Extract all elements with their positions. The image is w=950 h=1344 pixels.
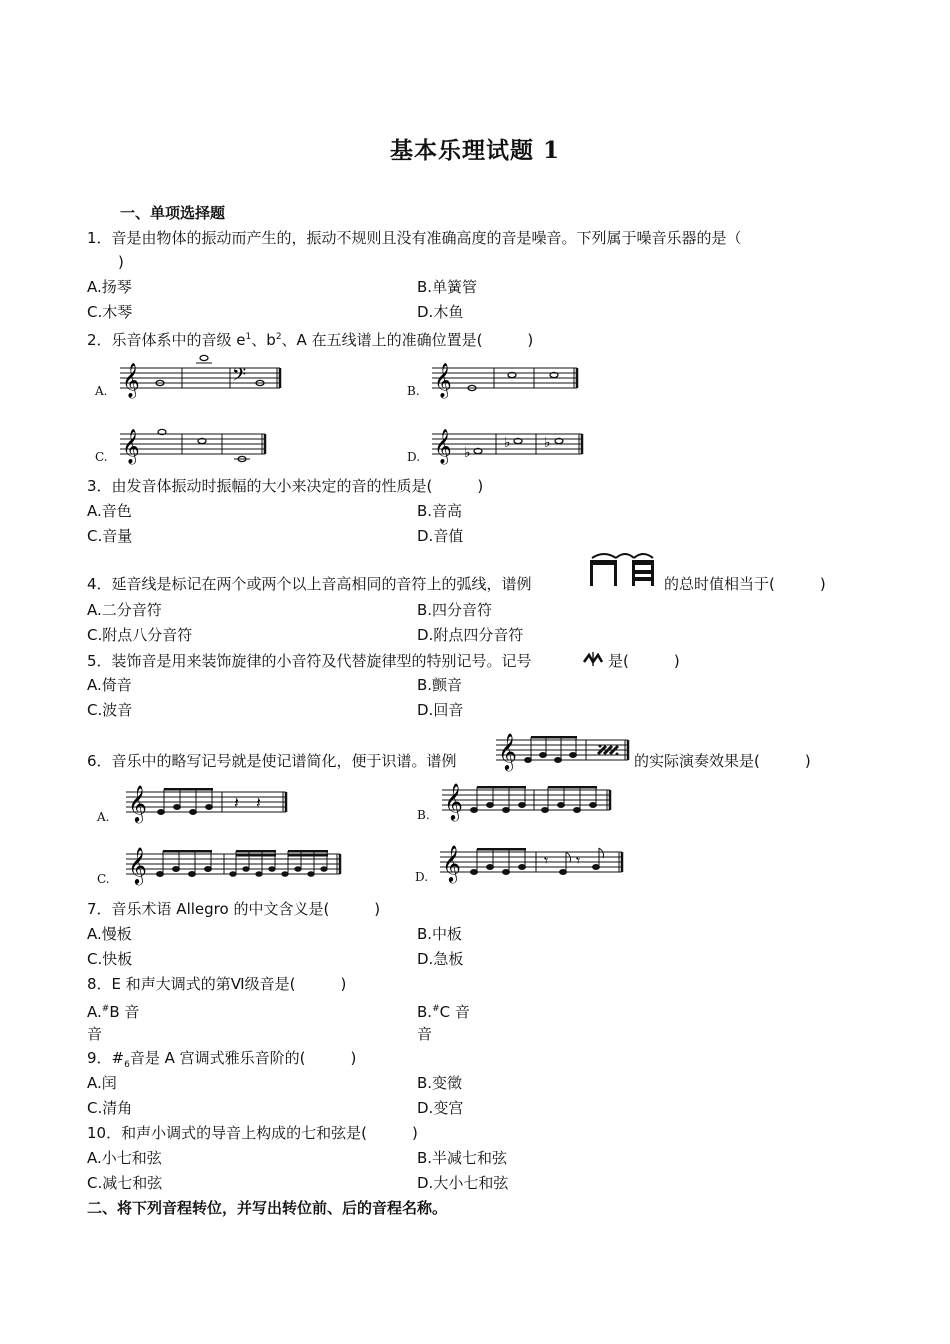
q8-option-a-value: B 音 bbox=[109, 1003, 140, 1021]
svg-text:𝄾: 𝄾 bbox=[544, 851, 549, 870]
question-2-text bbox=[87, 327, 533, 350]
q9-option-b: B.变徵 bbox=[417, 1074, 463, 1092]
q2-text-post: 、A 在五线谱上的准确位置是( ) bbox=[281, 331, 534, 349]
svg-text:𝄞: 𝄞 bbox=[434, 429, 452, 464]
q8-option-a-cont: 音 bbox=[87, 1025, 103, 1043]
q8-option-a bbox=[87, 999, 139, 1022]
svg-text:𝄽: 𝄽 bbox=[256, 793, 261, 812]
q1-option-c: C.木琴 bbox=[87, 303, 133, 321]
q6-staff-a bbox=[126, 782, 291, 822]
q6-staff-d bbox=[440, 842, 626, 882]
svg-text:𝄽: 𝄽 bbox=[234, 793, 239, 812]
question-1-text: 1．音是由物体的振动而产生的，振动不规则且没有准确高度的音是噪音。下列属于噪音乐器的是（ bbox=[87, 229, 742, 247]
mordent-icon bbox=[583, 651, 605, 667]
q3-option-d: D.音值 bbox=[417, 527, 464, 545]
q4-option-b: B.四分音符 bbox=[417, 601, 493, 619]
q10-option-a: A.小七和弦 bbox=[87, 1149, 162, 1167]
question-6-text-post: 的实际演奏效果是( ) bbox=[634, 752, 811, 770]
question-8-text: 8．E 和声大调式的第Ⅵ级音是( ) bbox=[87, 975, 347, 993]
q10-option-b: B.半减七和弦 bbox=[417, 1149, 508, 1167]
q7-option-a: A.慢板 bbox=[87, 925, 132, 943]
q1-option-a: A.扬琴 bbox=[87, 278, 132, 296]
q2-label-d: D. bbox=[407, 450, 421, 464]
q9-option-a: A.闰 bbox=[87, 1074, 117, 1092]
section-heading-1: 一、单项选择题 bbox=[120, 204, 226, 222]
svg-text:♭: ♭ bbox=[464, 445, 471, 461]
question-4-text-pre: 4．延音线是标记在两个或两个以上音高相同的音符上的弧线，谱例 bbox=[87, 575, 532, 593]
q4-option-d: D.附点四分音符 bbox=[417, 626, 524, 644]
q9-sub: 6 bbox=[124, 1060, 130, 1070]
q8-option-b-sharp: # bbox=[432, 1004, 440, 1014]
q6-label-b: B. bbox=[417, 808, 430, 822]
q8-option-b bbox=[417, 999, 470, 1022]
svg-text:♭: ♭ bbox=[544, 435, 551, 451]
q8-option-b-cont: 音 bbox=[417, 1025, 433, 1043]
q1-option-b: B.单簧管 bbox=[417, 278, 478, 296]
q3-option-b: B.音高 bbox=[417, 502, 463, 520]
svg-text:𝄞: 𝄞 bbox=[122, 363, 140, 398]
q3-option-a: A.音色 bbox=[87, 502, 132, 520]
q2-label-b: B. bbox=[407, 384, 420, 398]
q2-sup1: 1 bbox=[245, 332, 252, 342]
question-7-text: 7．音乐术语 Allegro 的中文含义是( ) bbox=[87, 900, 381, 918]
q5-option-b: B.颤音 bbox=[417, 676, 463, 694]
q2-staff-d bbox=[432, 428, 587, 464]
svg-text:𝄾: 𝄾 bbox=[576, 851, 581, 870]
section-heading-2: 二、将下列音程转位，并写出转位前、后的音程名称。 bbox=[87, 1199, 448, 1217]
q2-text-mid: 、b bbox=[251, 331, 276, 349]
q3-option-c: C.音量 bbox=[87, 527, 133, 545]
svg-text:𝄞: 𝄞 bbox=[122, 429, 140, 464]
q6-label-d: D. bbox=[415, 870, 429, 884]
svg-text:𝄞: 𝄞 bbox=[128, 846, 147, 884]
q7-option-d: D.急板 bbox=[417, 950, 464, 968]
page-title: 基本乐理试题 1 bbox=[389, 137, 560, 164]
q10-option-c: C.减七和弦 bbox=[87, 1174, 163, 1192]
q8-option-b-letter: B. bbox=[417, 1003, 433, 1021]
q2-staff-a bbox=[120, 362, 285, 398]
question-3-text: 3．由发音体振动时振幅的大小来决定的音的性质是( ) bbox=[87, 477, 484, 495]
q5-option-c: C.波音 bbox=[87, 701, 133, 719]
q4-option-a: A.二分音符 bbox=[87, 601, 162, 619]
question-1-cont: ) bbox=[118, 253, 124, 271]
q2-text-pre: 2．乐音体系中的音级 e bbox=[87, 331, 246, 349]
q7-option-c: C.快板 bbox=[87, 950, 133, 968]
q9-text-pre: 9．# bbox=[87, 1049, 125, 1067]
svg-text:𝄞: 𝄞 bbox=[442, 844, 461, 882]
q8-option-a-letter: A. bbox=[87, 1003, 102, 1021]
q6-staff-c bbox=[126, 844, 344, 884]
q2-sup2: 2 bbox=[275, 332, 282, 342]
q2-staff-c bbox=[120, 428, 270, 464]
question-5-text-post: 是( ) bbox=[608, 652, 680, 670]
q2-staff-b bbox=[432, 362, 582, 398]
q9-text-post: 音是 A 宫调式雅乐音阶的( ) bbox=[129, 1049, 357, 1067]
svg-text:𝄞: 𝄞 bbox=[128, 784, 147, 822]
q2-label-a: A. bbox=[95, 384, 108, 398]
q6-label-a: A. bbox=[97, 810, 110, 824]
q10-option-d: D.大小七和弦 bbox=[417, 1174, 509, 1192]
q1-option-d: D.木鱼 bbox=[417, 303, 464, 321]
q9-option-d: D.变宫 bbox=[417, 1099, 464, 1117]
q9-option-c: C.清角 bbox=[87, 1099, 133, 1117]
q6-label-c: C. bbox=[97, 872, 110, 886]
q5-option-d: D.回音 bbox=[417, 701, 464, 719]
q4-option-c: C.附点八分音符 bbox=[87, 626, 193, 644]
q4-tied-notes-figure bbox=[588, 552, 660, 588]
svg-text:𝄞: 𝄞 bbox=[444, 782, 463, 820]
question-9-text bbox=[87, 1048, 356, 1075]
svg-text:𝄞: 𝄞 bbox=[434, 363, 452, 398]
q5-option-a: A.倚音 bbox=[87, 676, 132, 694]
svg-text:♭: ♭ bbox=[504, 435, 511, 451]
question-10-text: 10．和声小调式的导音上构成的七和弦是( ) bbox=[87, 1124, 418, 1142]
svg-text:𝄞: 𝄞 bbox=[498, 732, 517, 770]
svg-text:𝄢: 𝄢 bbox=[232, 365, 247, 390]
q8-option-b-value: C 音 bbox=[439, 1003, 470, 1021]
question-4-text-post: 的总时值相当于( ) bbox=[664, 575, 826, 593]
q8-option-a-sharp: # bbox=[101, 1004, 110, 1014]
q6-example-staff bbox=[496, 730, 632, 770]
question-5-text-pre: 5．装饰音是用来装饰旋律的小音符及代替旋律型的特别记号。记号 bbox=[87, 652, 532, 670]
q2-label-c: C. bbox=[95, 450, 108, 464]
q6-staff-b bbox=[442, 780, 614, 820]
question-6-text-pre: 6．音乐中的略写记号就是使记谱简化，便于识谱。谱例 bbox=[87, 752, 457, 770]
q7-option-b: B.中板 bbox=[417, 925, 463, 943]
